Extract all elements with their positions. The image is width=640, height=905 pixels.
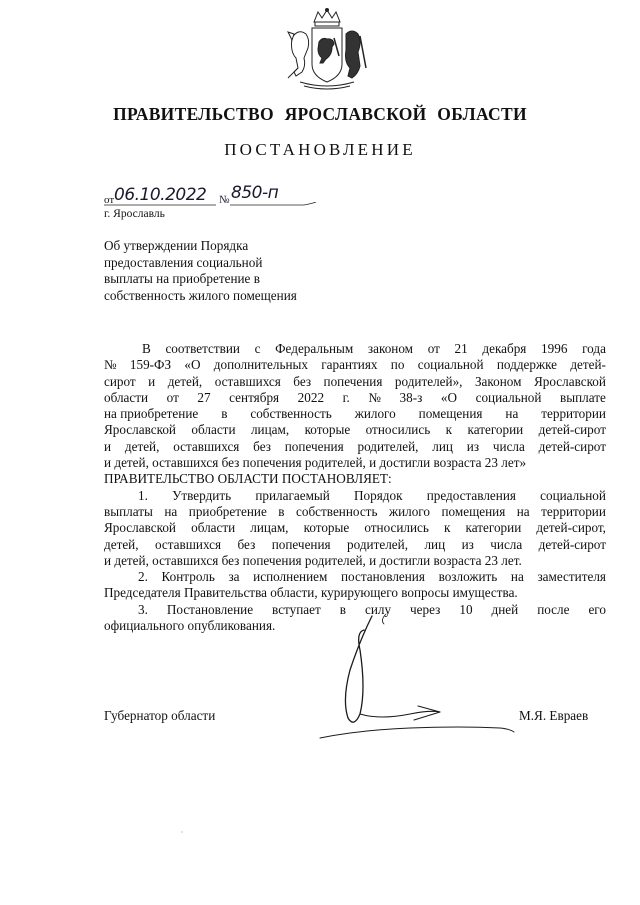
word: поддержке: [496, 357, 558, 373]
word: лиц: [424, 536, 446, 552]
word: социальной: [540, 487, 606, 503]
word: в: [278, 503, 285, 519]
text-line: официального опубликования.: [104, 618, 276, 634]
date-prefix: от: [104, 194, 115, 206]
word: на: [510, 569, 524, 585]
word: жилого: [354, 406, 396, 422]
word: приобретение: [188, 503, 267, 519]
word: сирот: [104, 373, 136, 389]
word: №: [104, 357, 117, 373]
word: возложить: [438, 569, 498, 585]
word: собственность: [250, 406, 332, 422]
city: г. Ярославль: [104, 208, 165, 220]
word: 2022: [297, 389, 325, 405]
word: которые: [304, 422, 351, 438]
text-line: и детей, оставшихся без попечения родителей, и достигли возраста 23 лет»: [104, 455, 527, 471]
word: «О: [184, 357, 201, 373]
word: помещения: [441, 503, 506, 519]
subject-line: Об утверждении Порядка: [104, 238, 249, 253]
word: 1.: [138, 487, 148, 503]
word: родителей,: [357, 438, 419, 454]
document-type: ПОСТАНОВЛЕНИЕ: [224, 140, 416, 159]
handwritten-date: 06.10.2022: [114, 185, 207, 205]
scan-speck: [170, 820, 200, 840]
word: соответствии: [165, 341, 240, 356]
word: социальной: [417, 357, 484, 373]
word: 2.: [138, 569, 148, 585]
word: собственность: [296, 503, 378, 519]
coat-of-arms-emblem: [282, 8, 372, 92]
word: без: [253, 438, 271, 454]
word: детей-: [570, 357, 606, 373]
word: 1996: [541, 341, 568, 356]
word: сентября: [229, 389, 280, 405]
subject-line: собственность жилого помещения: [104, 287, 297, 303]
word: №: [368, 389, 381, 405]
word: оставшихся: [173, 438, 240, 454]
word: детей,: [167, 373, 203, 389]
word: оставшихся: [214, 373, 281, 389]
word: его: [588, 601, 606, 617]
word: без: [293, 373, 312, 389]
word: декабря: [482, 341, 527, 356]
word: постановления: [341, 569, 425, 585]
word: которые: [303, 520, 350, 536]
word: попечения: [284, 438, 344, 454]
word: детей-сирот: [538, 438, 606, 454]
word: Ярославской: [533, 373, 606, 389]
word: 10: [459, 601, 473, 617]
word: Ярославской: [104, 520, 176, 536]
government-title: [0, 104, 640, 125]
text-line: [104, 422, 606, 438]
word: территории: [541, 406, 606, 422]
word: категории: [467, 422, 524, 438]
government-title-word: ЯРОСЛАВСКОЙ: [284, 104, 427, 124]
word: детей-сирот,: [536, 520, 606, 536]
preamble: [104, 341, 606, 455]
word: 27: [197, 389, 211, 405]
word: родителей,: [347, 536, 409, 552]
word: за: [228, 569, 240, 585]
word: жилого: [388, 503, 430, 519]
word: детей,: [124, 438, 160, 454]
text-line: [104, 357, 606, 373]
word: на: [164, 503, 178, 519]
word: исполнением: [253, 569, 328, 585]
handwritten-signature: [300, 610, 530, 750]
word: территории: [541, 503, 606, 519]
word: категории: [465, 520, 522, 536]
word: области: [191, 520, 236, 536]
word: социальной: [475, 389, 542, 405]
word: детей-сирот: [538, 422, 606, 438]
text-line: [104, 488, 606, 504]
word: дополнительных: [213, 357, 308, 373]
word: от: [166, 389, 179, 405]
word: попечения: [271, 536, 331, 552]
word: Федеральным: [275, 341, 354, 356]
word: и: [148, 373, 156, 389]
word: области: [104, 389, 149, 405]
word: лицам,: [250, 520, 289, 536]
word: прилагаемый: [255, 487, 330, 503]
signer-position: Губернатор области: [104, 708, 216, 723]
word: 159-ФЗ: [129, 357, 172, 373]
text-line: [104, 520, 606, 536]
resolves-line: ПРАВИТЕЛЬСТВО ОБЛАСТИ ПОСТАНОВЛЯЕТ:: [104, 471, 392, 487]
word: области: [191, 422, 236, 438]
word: оставшихся: [154, 536, 222, 552]
item-1: [104, 488, 606, 553]
word: предоставления: [426, 487, 516, 503]
document-subject: [104, 238, 364, 304]
word: 3.: [138, 601, 148, 617]
text-line: [104, 569, 606, 585]
handwritten-number: 850-п: [231, 183, 279, 203]
text-line: [104, 374, 606, 390]
word: родителей»,: [394, 373, 463, 389]
word: законом: [367, 341, 414, 356]
text-line: Председателя Правительства области, курирующего вопросы имущества.: [104, 585, 518, 601]
word: после: [537, 601, 570, 617]
word: Порядок: [354, 487, 403, 503]
word: с: [254, 341, 261, 356]
text-line: [104, 406, 606, 422]
word: дней: [491, 601, 519, 617]
word: к: [444, 520, 451, 536]
text-line: [104, 341, 606, 357]
word: на: [505, 406, 519, 422]
word: на приобретение: [104, 406, 199, 422]
word: Ярославской: [104, 422, 176, 438]
word: относились: [365, 422, 431, 438]
text-line: [104, 390, 606, 406]
subject-line: предоставления социальной: [104, 254, 263, 270]
word: г.: [342, 389, 350, 405]
word: и: [104, 438, 112, 454]
word: по: [390, 357, 405, 373]
word: В: [142, 341, 151, 356]
word: на: [516, 503, 530, 519]
number-prefix: №: [219, 194, 229, 206]
word: к: [445, 422, 453, 438]
word: года: [582, 341, 606, 356]
word: через: [410, 601, 441, 617]
text-line: [104, 439, 606, 455]
word: от: [427, 341, 440, 356]
word: в: [339, 601, 346, 617]
word: силу: [364, 601, 392, 617]
word: детей-сирот: [538, 536, 606, 552]
word: из: [461, 536, 474, 552]
word: лиц: [432, 438, 453, 454]
text-line: [104, 537, 606, 553]
word: из: [466, 438, 480, 454]
word: лицам,: [250, 422, 290, 438]
word: детей,: [104, 536, 139, 552]
government-title-word: ОБЛАСТИ: [437, 104, 527, 124]
subject-line: выплаты на приобретение в: [104, 271, 260, 287]
word: Контроль: [161, 569, 215, 585]
word: выплаты: [104, 503, 153, 519]
word: 38-з: [399, 389, 423, 405]
text-line: [104, 504, 606, 520]
word: Постановление: [166, 601, 254, 617]
word: «О: [440, 389, 458, 405]
word: попечения: [323, 373, 383, 389]
word: заместителя: [537, 569, 606, 585]
word: выплате: [560, 389, 606, 405]
word: числа: [490, 536, 523, 552]
word: вступает: [272, 601, 321, 617]
item-2: [104, 569, 606, 585]
text-line: и детей, оставшихся без попечения родителей, и достигли возраста 23 лет.: [104, 552, 522, 568]
document-body: [104, 341, 606, 634]
word: Законом: [474, 373, 522, 389]
signer-name: М.Я. Евраев: [519, 708, 589, 723]
government-title-word: ПРАВИТЕЛЬСТВО: [113, 104, 274, 124]
word: Утвердить: [172, 487, 232, 503]
word: относились: [364, 520, 429, 536]
word: без: [237, 536, 256, 552]
word: в: [221, 406, 228, 422]
word: гарантиях: [321, 357, 378, 373]
word: числа: [492, 438, 525, 454]
word: помещения: [418, 406, 483, 422]
word: 21: [454, 341, 468, 356]
